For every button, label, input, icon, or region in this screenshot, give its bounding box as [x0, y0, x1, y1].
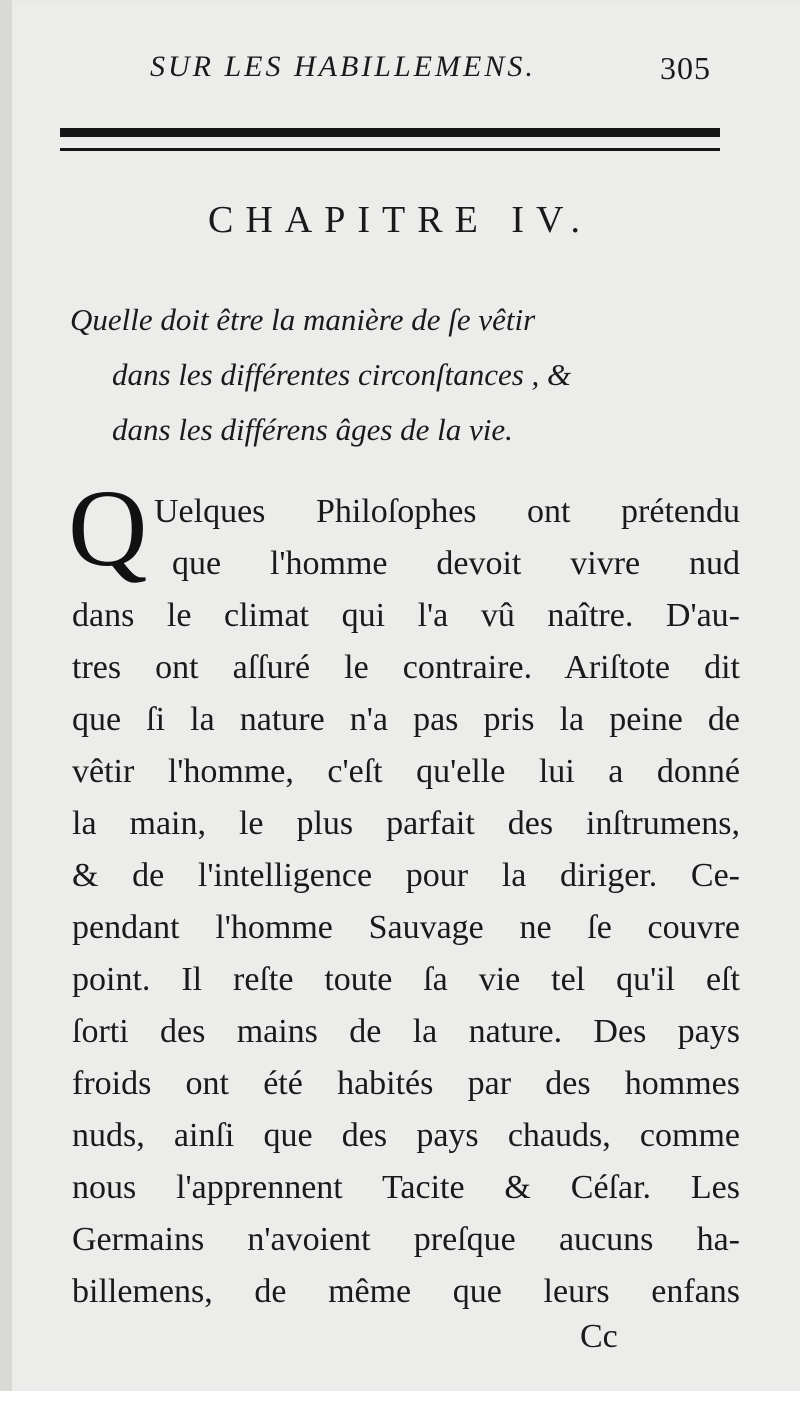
- body-paragraph: [72, 486, 740, 1318]
- text-line: nous l'apprennent Tacite & Céſar. Les: [72, 1169, 740, 1206]
- text-line: que l'homme devoit vivre nud: [172, 545, 740, 582]
- text-line: point. Il reſte toute ſa vie tel qu'il eſt: [72, 961, 740, 998]
- subtitle-line: dans les différens âges de la vie.: [112, 412, 513, 447]
- text-line: ſorti des mains de la nature. Des pays: [72, 1013, 740, 1050]
- chapter-subtitle: [70, 292, 740, 457]
- text-line: dans le climat qui l'a vû naître. D'au-: [72, 597, 740, 634]
- subtitle-line: Quelle doit être la manière de ſe vêtir: [70, 302, 536, 337]
- header-rule-thin: [60, 148, 720, 151]
- text-line: que ſi la nature n'a pas pris la peine de: [72, 701, 740, 738]
- text-line: Germains n'avoient preſque aucuns ha-: [72, 1221, 740, 1258]
- drop-cap: Q: [68, 467, 148, 589]
- header-rule-thick: [60, 128, 720, 137]
- text-line: nuds, ainſi que des pays chauds, comme: [72, 1117, 740, 1154]
- text-line: billemens, de même que leurs enfans: [72, 1273, 740, 1310]
- text-line: vêtir l'homme, c'eſt qu'elle lui a donné: [72, 753, 740, 790]
- running-head: SUR LES HABILLEMENS.: [150, 50, 536, 83]
- text-line: Uelques Philoſophes ont prétendu: [154, 493, 740, 530]
- chapter-title: CHAPITRE IV.: [208, 199, 592, 241]
- text-line: pendant l'homme Sauvage ne ſe couvre: [72, 909, 740, 946]
- text-line: tres ont aſſuré le contraire. Ariſtote dit: [72, 649, 740, 686]
- text-line: froids ont été habités par des hommes: [72, 1065, 740, 1102]
- text-line: & de l'intelligence pour la diriger. Ce-: [72, 857, 740, 894]
- page-number: 305: [660, 50, 711, 86]
- signature-mark: Cc: [580, 1318, 618, 1355]
- page-bottom-margin: [0, 1391, 800, 1401]
- text-line: la main, le plus parfait des inſtrumens,: [72, 805, 740, 842]
- subtitle-line: dans les différentes circonſtances , &: [112, 357, 572, 392]
